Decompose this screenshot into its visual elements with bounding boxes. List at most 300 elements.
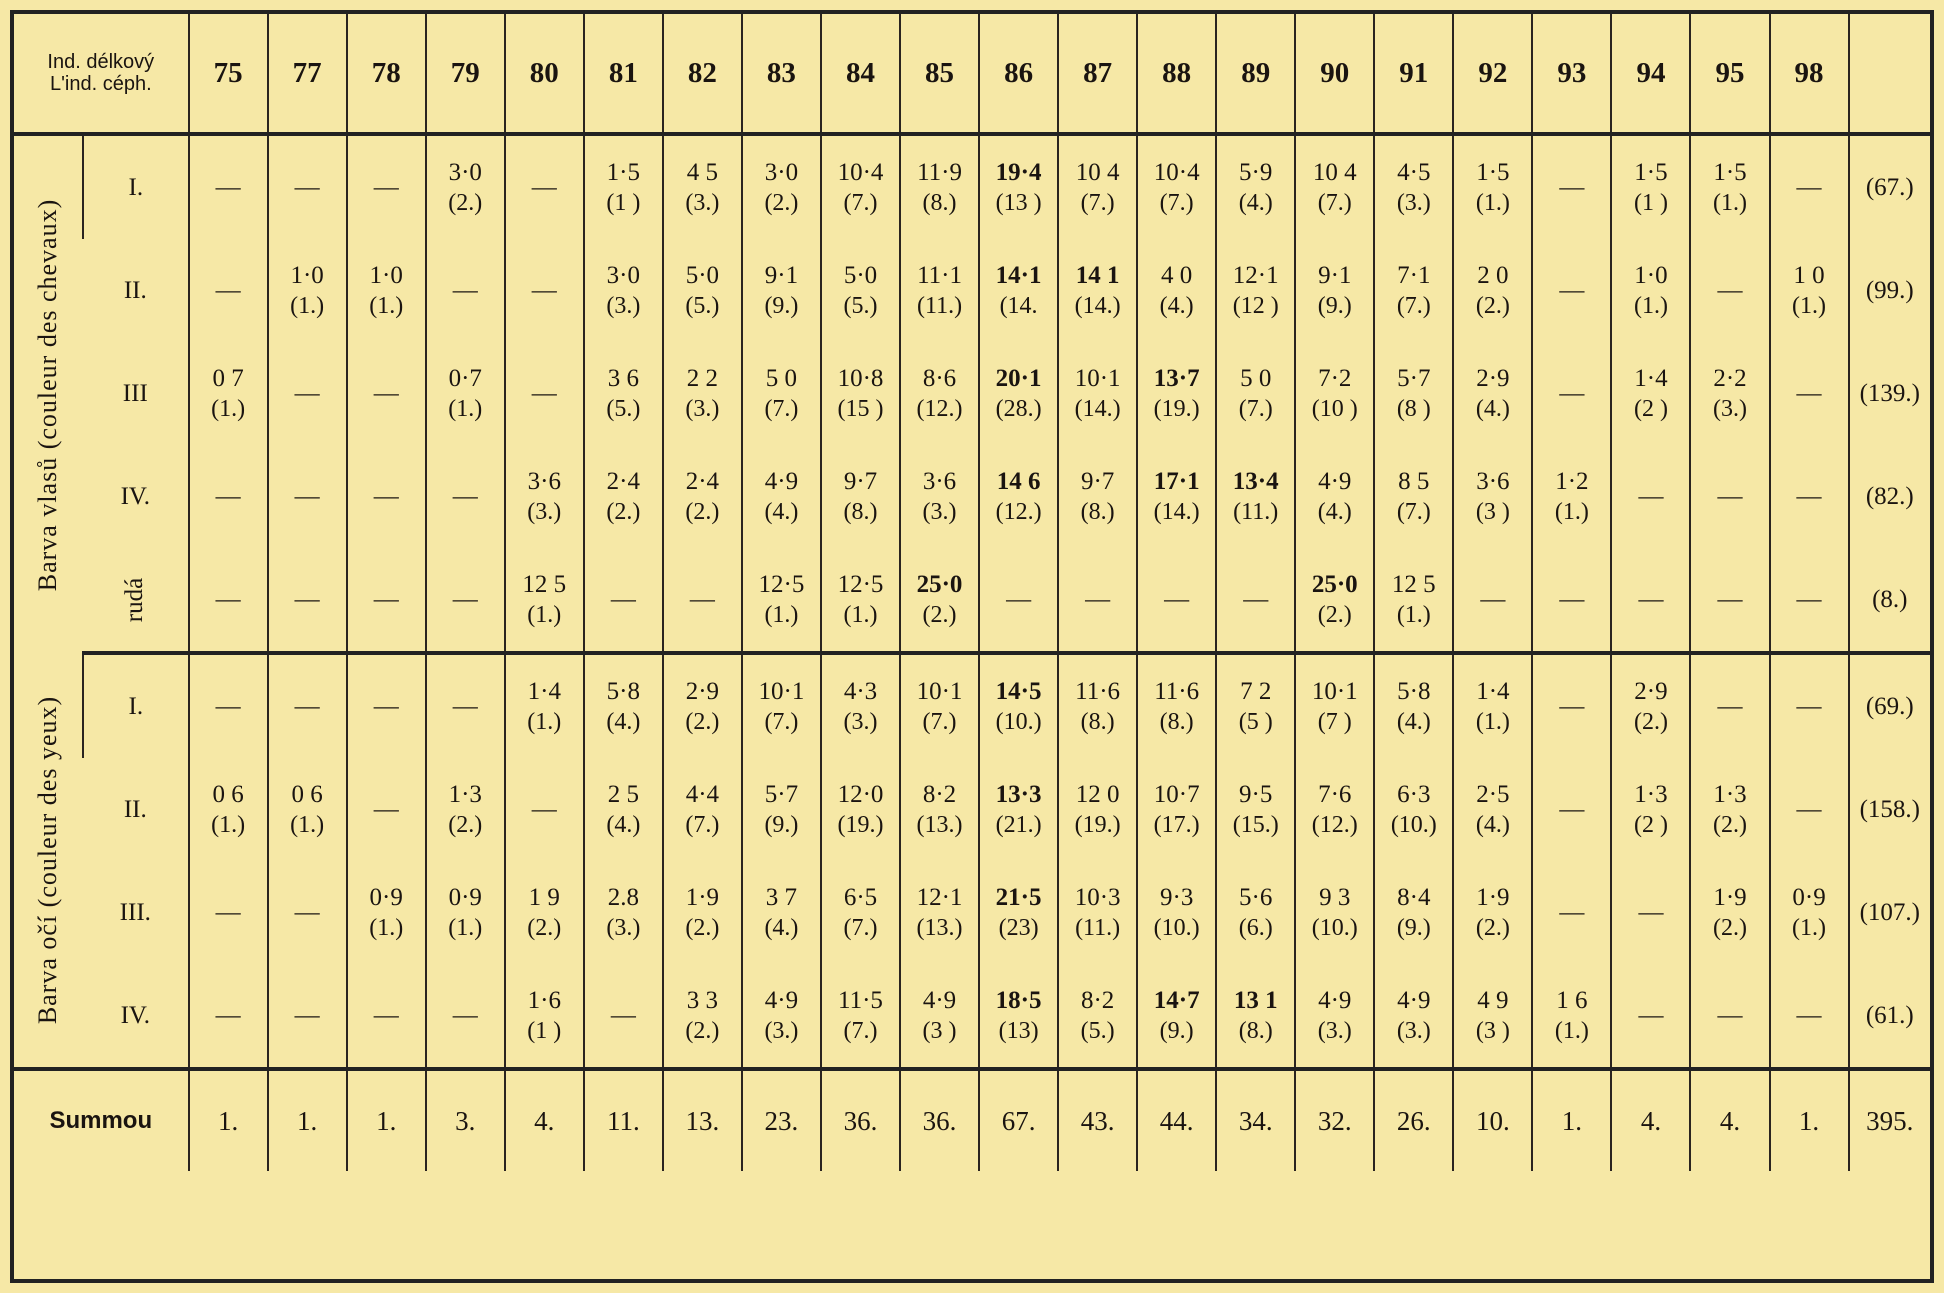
percentage-value: 3·6	[922, 467, 957, 495]
empty-dash: —	[1717, 276, 1743, 304]
table-cell	[584, 134, 663, 239]
empty-dash: —	[294, 379, 320, 407]
count-value: (7.)	[764, 708, 799, 735]
table-cell	[505, 964, 584, 1069]
percentage-value: 4·3	[843, 677, 878, 705]
table-cell	[268, 758, 347, 861]
count-value: (8.)	[922, 189, 957, 216]
empty-dash: —	[1243, 585, 1269, 613]
percentage-value: 0 7	[212, 364, 244, 392]
table-cell	[1453, 964, 1532, 1069]
table-cell	[268, 964, 347, 1069]
hair-color-group-label: Barva vlasů (couleur des chevaux)	[33, 198, 62, 591]
table-cell	[505, 548, 584, 653]
table-cell	[1611, 342, 1690, 445]
table-cell	[505, 445, 584, 548]
table-cell	[821, 134, 900, 239]
count-value: (1.)	[1475, 708, 1510, 735]
empty-dash: —	[1717, 692, 1743, 720]
empty-dash: —	[294, 692, 320, 720]
percentage-value: 4·5	[1397, 158, 1431, 186]
table-cell	[821, 653, 900, 758]
summary-value: 26.	[1374, 1069, 1453, 1171]
table-cell	[189, 653, 268, 758]
index-column-header: 89	[1216, 14, 1295, 134]
row-label	[83, 239, 189, 342]
count-value: (3.)	[1713, 395, 1747, 422]
count-value: (10.)	[1311, 914, 1358, 941]
table-row	[14, 653, 1930, 758]
row-label	[83, 134, 189, 239]
table-cell	[1295, 342, 1374, 445]
empty-dash: —	[1796, 379, 1822, 407]
row-total: (107.)	[1849, 861, 1930, 964]
count-value: (10.)	[1153, 914, 1200, 941]
percentage-value: 4 5	[686, 158, 718, 186]
percentage-value: 4 0	[1161, 261, 1193, 289]
count-value: (5.)	[685, 292, 720, 319]
table-cell	[1295, 445, 1374, 548]
percentage-value: 1 0	[1793, 261, 1825, 289]
row-label	[83, 964, 189, 1069]
table-cell	[505, 861, 584, 964]
percentage-value: 10·1	[916, 677, 963, 705]
percentage-value: 11·9	[917, 158, 962, 186]
count-value: (5.)	[843, 292, 878, 319]
empty-dash: —	[215, 276, 241, 304]
percentage-value: 9 3	[1319, 883, 1351, 911]
table-cell	[663, 445, 742, 548]
index-column-header: 87	[1058, 14, 1137, 134]
table-cell	[347, 653, 426, 758]
table-cell	[821, 548, 900, 653]
percentage-value: 5·9	[1239, 158, 1273, 186]
empty-dash: —	[1480, 585, 1506, 613]
table-cell	[1137, 239, 1216, 342]
table-cell	[742, 548, 821, 653]
count-value: (1.)	[448, 395, 483, 422]
empty-dash: —	[373, 692, 399, 720]
count-value: (23)	[998, 914, 1039, 941]
percentage-value: 20·1	[995, 364, 1042, 392]
count-value: (2 )	[1633, 811, 1668, 838]
percentage-value: 4·9	[1318, 467, 1352, 495]
empty-dash: —	[215, 482, 241, 510]
count-value: (3.)	[685, 395, 720, 422]
index-header-label	[14, 14, 189, 134]
table-cell	[900, 134, 979, 239]
table-cell	[663, 239, 742, 342]
empty-dash: —	[1085, 585, 1111, 613]
table-cell	[663, 653, 742, 758]
percentage-value: 8 5	[1398, 467, 1430, 495]
empty-dash: —	[1796, 585, 1822, 613]
row-label-text: II.	[123, 795, 147, 823]
count-value: (9.)	[1159, 1017, 1194, 1044]
table-cell	[1295, 239, 1374, 342]
empty-dash: —	[1796, 795, 1822, 823]
count-value: (2.)	[1317, 601, 1352, 628]
count-value: (1.)	[1633, 292, 1668, 319]
table-cell	[1770, 239, 1849, 342]
count-value: (1 )	[1633, 189, 1668, 216]
count-value: (1.)	[369, 292, 404, 319]
count-value: (13.)	[916, 914, 963, 941]
count-value: (3 )	[1475, 498, 1510, 525]
table-cell	[584, 239, 663, 342]
count-value: (1.)	[1554, 498, 1589, 525]
percentage-value: 10·7	[1153, 780, 1200, 808]
table-cell	[1058, 758, 1137, 861]
count-value: (7.)	[1396, 292, 1431, 319]
table-cell	[900, 653, 979, 758]
percentage-value: 3 7	[765, 883, 798, 911]
count-value: (4.)	[1396, 708, 1431, 735]
table-cell	[1295, 653, 1374, 758]
count-value: (2.)	[1633, 708, 1668, 735]
empty-dash: —	[1796, 1001, 1822, 1029]
percentage-value: 1·3	[448, 780, 482, 808]
table-cell	[742, 758, 821, 861]
row-label	[83, 548, 189, 653]
row-total: (69.)	[1849, 653, 1930, 758]
empty-dash: —	[1164, 585, 1190, 613]
count-value: (8.)	[843, 498, 878, 525]
table-cell	[1137, 342, 1216, 445]
empty-dash: —	[373, 173, 399, 201]
percentage-value: 3·0	[448, 158, 482, 186]
hair-color-group	[14, 134, 83, 653]
count-value: (12.)	[995, 498, 1042, 525]
table-cell	[1058, 653, 1137, 758]
row-label	[83, 342, 189, 445]
percentage-value: 1·5	[1713, 158, 1747, 186]
percentage-value: 7·2	[1318, 364, 1352, 392]
table-cell	[1374, 653, 1453, 758]
eye-color-group-label: Barva očí (couleur des yeux)	[33, 695, 62, 1025]
table-cell	[1058, 964, 1137, 1069]
percentage-value: 7·6	[1318, 780, 1352, 808]
table-cell	[1532, 758, 1611, 861]
row-label-text: rudá	[121, 577, 149, 622]
empty-dash: —	[610, 585, 636, 613]
row-total: (158.)	[1849, 758, 1930, 861]
index-column-header: 86	[979, 14, 1058, 134]
summary-value: 34.	[1216, 1069, 1295, 1171]
percentage-value: 0 6	[291, 780, 323, 808]
table-cell	[1611, 861, 1690, 964]
count-value: (7.)	[1238, 395, 1273, 422]
percentage-value: 0·9	[448, 883, 482, 911]
count-value: (2.)	[685, 708, 720, 735]
percentage-value: 1 9	[528, 883, 560, 911]
count-value: (4.)	[606, 811, 641, 838]
table-cell	[979, 445, 1058, 548]
empty-dash: —	[1796, 173, 1822, 201]
table-cell	[189, 342, 268, 445]
table-cell	[268, 445, 347, 548]
percentage-value: 5·8	[1397, 677, 1431, 705]
percentage-value: 3·6	[527, 467, 561, 495]
percentage-value: 9·1	[764, 261, 799, 289]
table-cell	[742, 653, 821, 758]
table-cell	[1295, 548, 1374, 653]
table-row	[14, 445, 1930, 548]
count-value: (1.)	[1713, 189, 1747, 216]
table-cell	[1690, 239, 1769, 342]
empty-dash: —	[1717, 585, 1743, 613]
percentage-value: 1·9	[1476, 883, 1510, 911]
percentage-value: 8·2	[1080, 986, 1115, 1014]
percentage-value: 13 1	[1233, 986, 1278, 1014]
row-label	[83, 653, 189, 758]
count-value: (9.)	[764, 292, 799, 319]
table-cell	[742, 964, 821, 1069]
empty-dash: —	[1559, 898, 1585, 926]
count-value: (9.)	[1317, 292, 1352, 319]
index-column-header: 93	[1532, 14, 1611, 134]
table-cell	[268, 134, 347, 239]
count-value: (28.)	[995, 395, 1042, 422]
count-value: (3.)	[764, 1017, 799, 1044]
table-cell	[1690, 445, 1769, 548]
percentage-value: 19·4	[995, 158, 1042, 186]
percentage-value: 10·1	[758, 677, 805, 705]
index-column-header: 91	[1374, 14, 1453, 134]
table-cell	[900, 861, 979, 964]
percentage-value: 9·3	[1160, 883, 1194, 911]
table-cell	[1058, 134, 1137, 239]
table-cell	[1453, 134, 1532, 239]
empty-dash: —	[1559, 692, 1585, 720]
count-value: (11.)	[1075, 914, 1121, 941]
empty-dash: —	[1559, 585, 1585, 613]
percentage-value: 1·4	[527, 677, 561, 705]
table-cell	[1374, 964, 1453, 1069]
count-value: (8 )	[1396, 395, 1431, 422]
count-value: (11.)	[916, 292, 963, 319]
index-label-french: L'ind. céph.	[49, 73, 152, 95]
count-value: (13.)	[916, 811, 963, 838]
percentage-value: 3·6	[1476, 467, 1510, 495]
table-cell	[1770, 653, 1849, 758]
table-cell	[1611, 548, 1690, 653]
percentage-value: 0·9	[1792, 883, 1826, 911]
count-value: (1.)	[369, 914, 404, 941]
table-cell	[1216, 239, 1295, 342]
count-value: (3.)	[1317, 1017, 1352, 1044]
summary-value: 4.	[505, 1069, 584, 1171]
table-cell	[1295, 964, 1374, 1069]
row-total: (99.)	[1849, 239, 1930, 342]
empty-dash: —	[531, 795, 557, 823]
table-cell	[268, 548, 347, 653]
percentage-value: 2·2	[1713, 364, 1747, 392]
percentage-value: 2·9	[685, 677, 720, 705]
table-cell	[1137, 758, 1216, 861]
table-cell	[979, 861, 1058, 964]
percentage-value: 1·3	[1634, 780, 1668, 808]
empty-dash: —	[215, 173, 241, 201]
count-value: (4.)	[1238, 189, 1273, 216]
percentage-value: 1·6	[527, 986, 561, 1014]
table-cell	[1770, 758, 1849, 861]
table-cell	[426, 548, 505, 653]
count-value: (2.)	[685, 498, 720, 525]
table-cell	[821, 342, 900, 445]
percentage-value: 8·4	[1397, 883, 1431, 911]
empty-dash: —	[294, 1001, 320, 1029]
table-cell	[1690, 758, 1769, 861]
empty-dash: —	[1796, 692, 1822, 720]
percentage-value: 13·4	[1232, 467, 1279, 495]
percentage-value: 1·4	[1634, 364, 1668, 392]
table-cell	[1058, 342, 1137, 445]
table-cell	[584, 964, 663, 1069]
table-cell	[505, 134, 584, 239]
percentage-value: 12·5	[758, 570, 805, 598]
row-label	[83, 758, 189, 861]
percentage-value: 2·4	[606, 467, 640, 495]
empty-dash: —	[215, 585, 241, 613]
percentage-value: 1·0	[1634, 261, 1668, 289]
count-value: (14.)	[1153, 498, 1200, 525]
count-value: (1.)	[1396, 601, 1431, 628]
table-cell	[1770, 342, 1849, 445]
table-cell	[1216, 134, 1295, 239]
percentage-value: 2·9	[1634, 677, 1668, 705]
empty-dash: —	[452, 692, 478, 720]
count-value: (5 )	[1238, 708, 1273, 735]
index-column-header: 90	[1295, 14, 1374, 134]
table-cell	[1374, 758, 1453, 861]
percentage-value: 1 6	[1556, 986, 1588, 1014]
percentage-value: 11·5	[838, 986, 883, 1014]
table-cell	[742, 239, 821, 342]
table-cell	[1532, 342, 1611, 445]
count-value: (5.)	[1080, 1017, 1115, 1044]
table-cell	[584, 861, 663, 964]
row-label-text: III.	[119, 898, 151, 926]
table-cell	[742, 134, 821, 239]
percentage-value: 10 4	[1312, 158, 1357, 186]
count-value: (2.)	[448, 189, 483, 216]
summary-value: 1.	[347, 1069, 426, 1171]
table-cell	[1453, 342, 1532, 445]
percentage-value: 9·5	[1239, 780, 1273, 808]
count-value: (4.)	[1159, 292, 1194, 319]
table-cell	[1532, 653, 1611, 758]
percentage-value: 1·5	[1476, 158, 1510, 186]
percentage-value: 1·4	[1476, 677, 1510, 705]
table-row	[14, 342, 1930, 445]
percentage-value: 17·1	[1153, 467, 1200, 495]
count-value: (11.)	[1233, 498, 1279, 525]
percentage-value: 6·5	[843, 883, 878, 911]
empty-dash: —	[1638, 898, 1664, 926]
row-total: (67.)	[1849, 134, 1930, 239]
table-cell	[1374, 134, 1453, 239]
table-cell	[1216, 445, 1295, 548]
count-value: (8.)	[1159, 708, 1194, 735]
percentage-value: 4·4	[685, 780, 720, 808]
count-value: (19.)	[1074, 811, 1121, 838]
count-value: (3.)	[922, 498, 957, 525]
summary-value: 36.	[821, 1069, 900, 1171]
eye-color-group	[14, 653, 83, 1069]
count-value: (2.)	[1713, 914, 1747, 941]
count-value: (1.)	[527, 708, 562, 735]
row-label-text: I.	[128, 692, 144, 720]
percentage-value: 12 0	[1075, 780, 1120, 808]
index-column-header: 79	[426, 14, 505, 134]
count-value: (3.)	[1396, 1017, 1431, 1044]
percentage-value: 1·2	[1555, 467, 1589, 495]
table-cell	[900, 342, 979, 445]
table-cell	[1137, 548, 1216, 653]
index-column-header: 94	[1611, 14, 1690, 134]
count-value: (7.)	[843, 189, 878, 216]
table-cell	[1611, 239, 1690, 342]
table-cell	[1137, 964, 1216, 1069]
percentage-value: 2.8	[607, 883, 639, 911]
percentage-value: 12·0	[837, 780, 884, 808]
table-cell	[584, 445, 663, 548]
table-cell	[268, 342, 347, 445]
table-cell	[1058, 861, 1137, 964]
table-cell	[1453, 445, 1532, 548]
count-value: (2.)	[606, 498, 641, 525]
percentage-value: 12·5	[837, 570, 884, 598]
table-cell	[742, 861, 821, 964]
table-cell	[663, 964, 742, 1069]
percentage-value: 12 5	[1391, 570, 1436, 598]
table-cell	[1137, 653, 1216, 758]
summary-row	[14, 1069, 1930, 1171]
percentage-value: 4·9	[922, 986, 957, 1014]
summary-value: 1.	[268, 1069, 347, 1171]
percentage-value: 3 6	[607, 364, 639, 392]
table-cell	[268, 239, 347, 342]
count-value: (12.)	[916, 395, 963, 422]
empty-dash: —	[1006, 585, 1032, 613]
table-cell	[663, 758, 742, 861]
index-column-header: 98	[1770, 14, 1849, 134]
table-cell	[426, 445, 505, 548]
empty-dash: —	[215, 898, 241, 926]
percentage-value: 10·4	[837, 158, 884, 186]
empty-dash: —	[1717, 1001, 1743, 1029]
count-value: (1.)	[527, 601, 562, 628]
count-value: (3 )	[1475, 1017, 1510, 1044]
grand-total: 395.	[1849, 1069, 1930, 1171]
table-cell	[1216, 861, 1295, 964]
count-value: (1.)	[1475, 189, 1510, 216]
count-value: (9.)	[764, 811, 799, 838]
percentage-value: 12 5	[522, 570, 567, 598]
summary-value: 32.	[1295, 1069, 1374, 1171]
count-value: (12 )	[1232, 292, 1279, 319]
percentage-value: 1·0	[290, 261, 324, 289]
percentage-value: 9·1	[1318, 261, 1352, 289]
table-cell	[1374, 861, 1453, 964]
table-cell	[1137, 445, 1216, 548]
table-cell	[900, 758, 979, 861]
count-value: (2.)	[922, 601, 957, 628]
percentage-value: 14 6	[996, 467, 1041, 495]
percentage-value: 5·7	[1397, 364, 1431, 392]
table-cell	[1611, 964, 1690, 1069]
